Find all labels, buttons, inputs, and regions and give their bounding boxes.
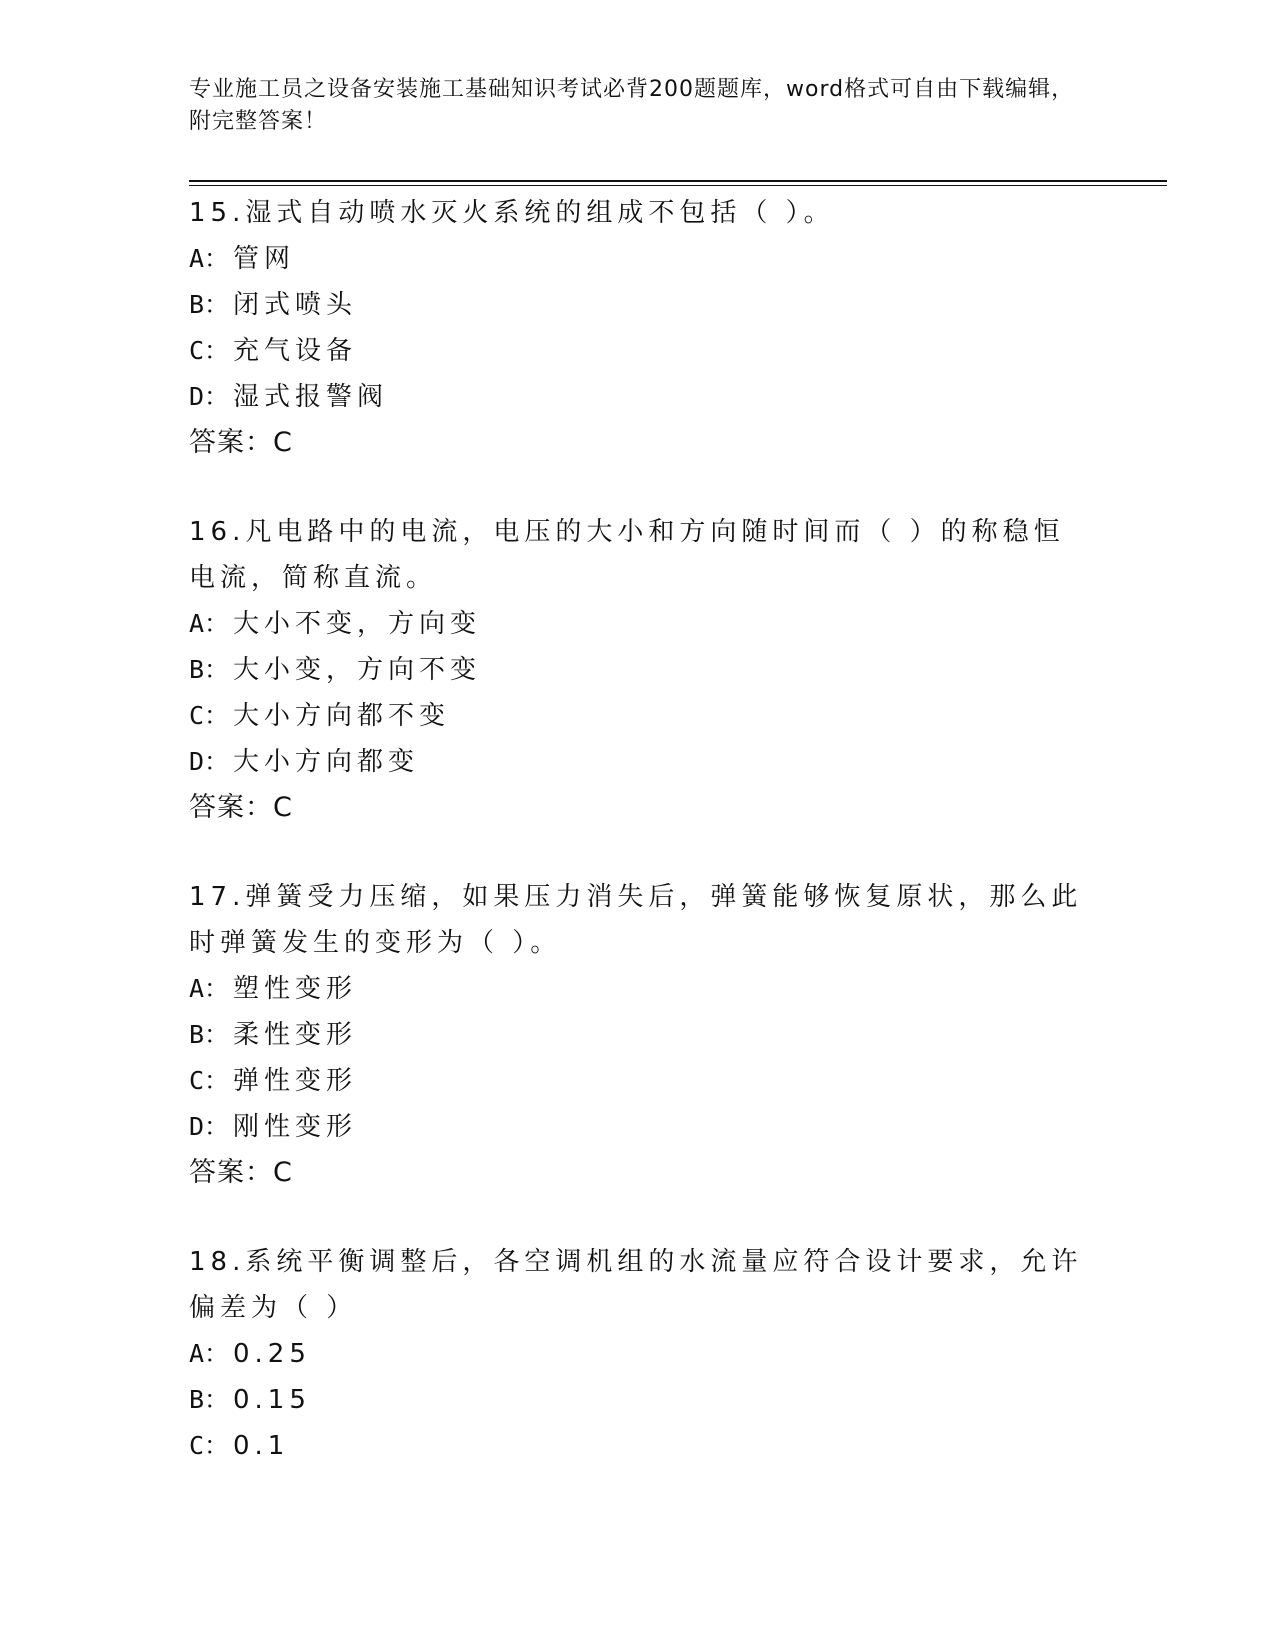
option-text: 0.15 [233,1385,311,1415]
answer: 答案：C [189,1157,293,1188]
option-text: 弹性变形 [233,1066,358,1096]
option-label: C： [189,701,230,730]
option-text: 0.1 [233,1431,290,1461]
option-text: 大小不变，方向变 [233,609,482,639]
option-text: 充气设备 [233,336,358,366]
option-label: C： [189,1431,230,1460]
option-a [189,236,1089,282]
option-text: 大小方向都变 [233,747,420,777]
option-d [189,739,1089,785]
option-label: D： [189,382,230,411]
option-label: A： [189,974,230,1003]
option-text: 管网 [233,244,296,274]
option-b [189,1012,1089,1058]
question-17 [189,874,1089,1196]
question-16 [189,509,1089,831]
header-divider-thin [189,185,1167,186]
option-label: A： [189,1339,230,1368]
option-label: B： [189,290,230,319]
option-c [189,1423,1089,1469]
option-c [189,328,1089,374]
question-list [189,190,1089,1512]
header-divider-thick [189,180,1167,182]
option-label: D： [189,1112,230,1141]
option-label: D： [189,747,230,776]
question-text: 17.弹簧受力压缩，如果压力消失后，弹簧能够恢复原状，那么此时弹簧发生的变形为（ ）。 [189,882,1083,958]
option-text: 塑性变形 [233,974,358,1004]
answer: 答案：C [189,427,293,458]
option-d [189,374,1089,420]
document-header [189,74,1089,138]
option-text: 湿式报警阀 [233,382,389,412]
option-text: 大小变，方向不变 [233,655,482,685]
option-text: 大小方向都不变 [233,701,451,731]
option-b [189,282,1089,328]
question-text: 18.系统平衡调整后，各空调机组的水流量应符合设计要求，允许偏差为（ ） [189,1247,1083,1323]
answer: 答案：C [189,792,293,823]
option-label: B： [189,1385,230,1414]
option-label: C： [189,1066,230,1095]
option-label: C： [189,336,230,365]
option-a [189,601,1089,647]
option-d [189,1104,1089,1150]
question-15 [189,190,1089,466]
option-label: B： [189,655,230,684]
question-text: 16.凡电路中的电流，电压的大小和方向随时间而（ ）的称稳恒电流，简称直流。 [189,517,1065,593]
option-b [189,647,1089,693]
option-label: A： [189,609,230,638]
question-text: 15.湿式自动喷水灭火系统的组成不包括（ ）。 [189,198,835,228]
option-c [189,1058,1089,1104]
option-b [189,1377,1089,1423]
option-a [189,1331,1089,1377]
option-c [189,693,1089,739]
option-text: 闭式喷头 [233,290,358,320]
document-title: 专业施工员之设备安装施工基础知识考试必背200题题库，word格式可自由下载编辑，附完整答案！ [189,77,1075,134]
option-text: 柔性变形 [233,1020,358,1050]
option-label: A： [189,244,230,273]
option-text: 刚性变形 [233,1112,358,1142]
question-18 [189,1239,1089,1469]
option-a [189,966,1089,1012]
option-text: 0.25 [233,1339,311,1369]
option-label: B： [189,1020,230,1049]
